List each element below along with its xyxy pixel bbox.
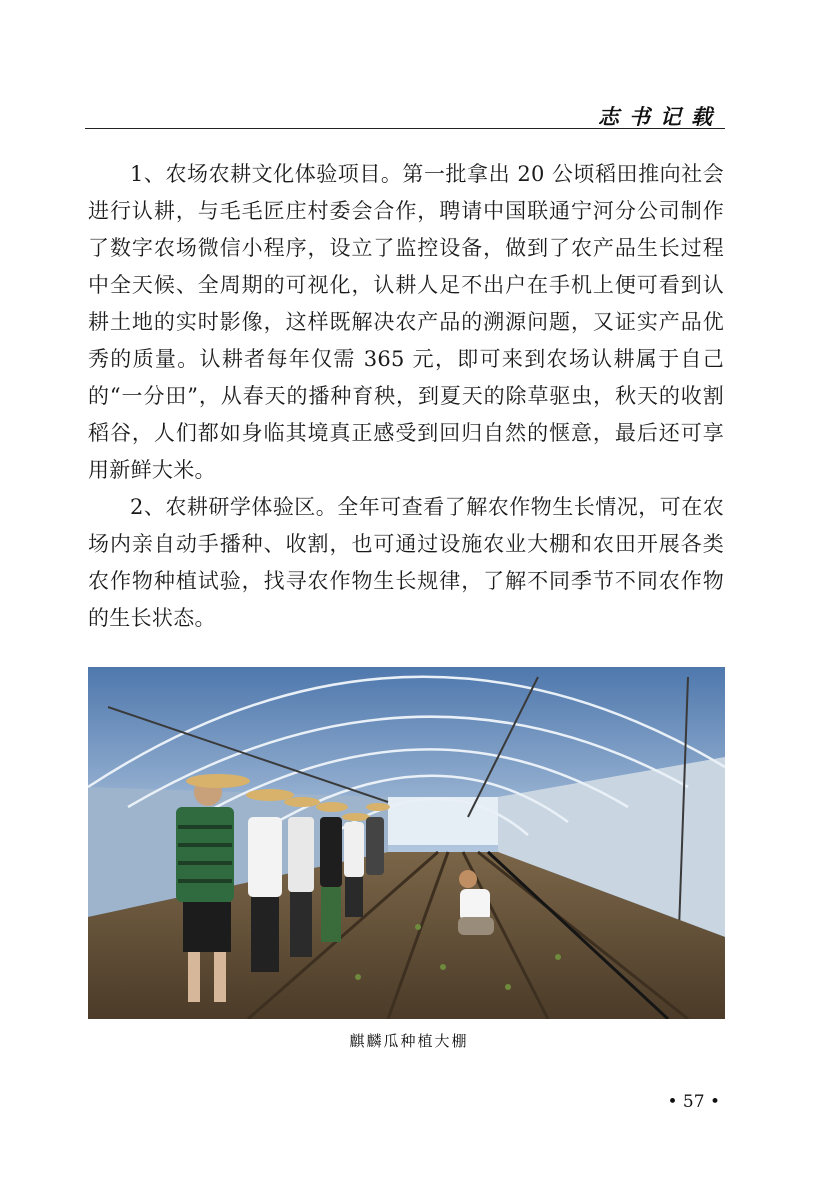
section-title: 志书记载 (598, 104, 722, 129)
body-text (88, 156, 724, 637)
photo-caption: 麒麟瓜种植大棚 (349, 1032, 469, 1050)
page-number: • 57 • (667, 1092, 720, 1112)
greenhouse-photo (88, 667, 725, 1019)
header-rule (85, 128, 725, 129)
paragraph-1: 1、农场农耕文化体验项目。第一批拿出 20 公顷稻田推向社会进行认耕，与毛毛匠庄村委会合作，聘请中国联通宁河分公司制作了数字农场微信小程序，设立了监控设备，做到了农产品生长过程中全天候、全周期的可视化，认耕人足不出户在手机上便可看到认耕土地的实时影像，这样既解决农产品的溯源问题，又证实产品优秀的质量。认耕者每年仅需 365 元，即可来到农场认耕属于自己的“一分田”，从春天的播种育秧，到夏天的除草驱虫，秋天的收割稻谷，人们都如身临其境真正感受到回归自然的惬意，最后还可享用新鲜大米。 (88, 162, 724, 482)
paragraph-2: 2、农耕研学体验区。全年可查看了解农作物生长情况，可在农场内亲自动手播种、收割，也可通过设施农业大棚和农田开展各类农作物种植试验，找寻农作物生长规律，了解不同季节不同农作物的生长状态。 (88, 495, 724, 630)
greenhouse-far-end (388, 797, 498, 845)
